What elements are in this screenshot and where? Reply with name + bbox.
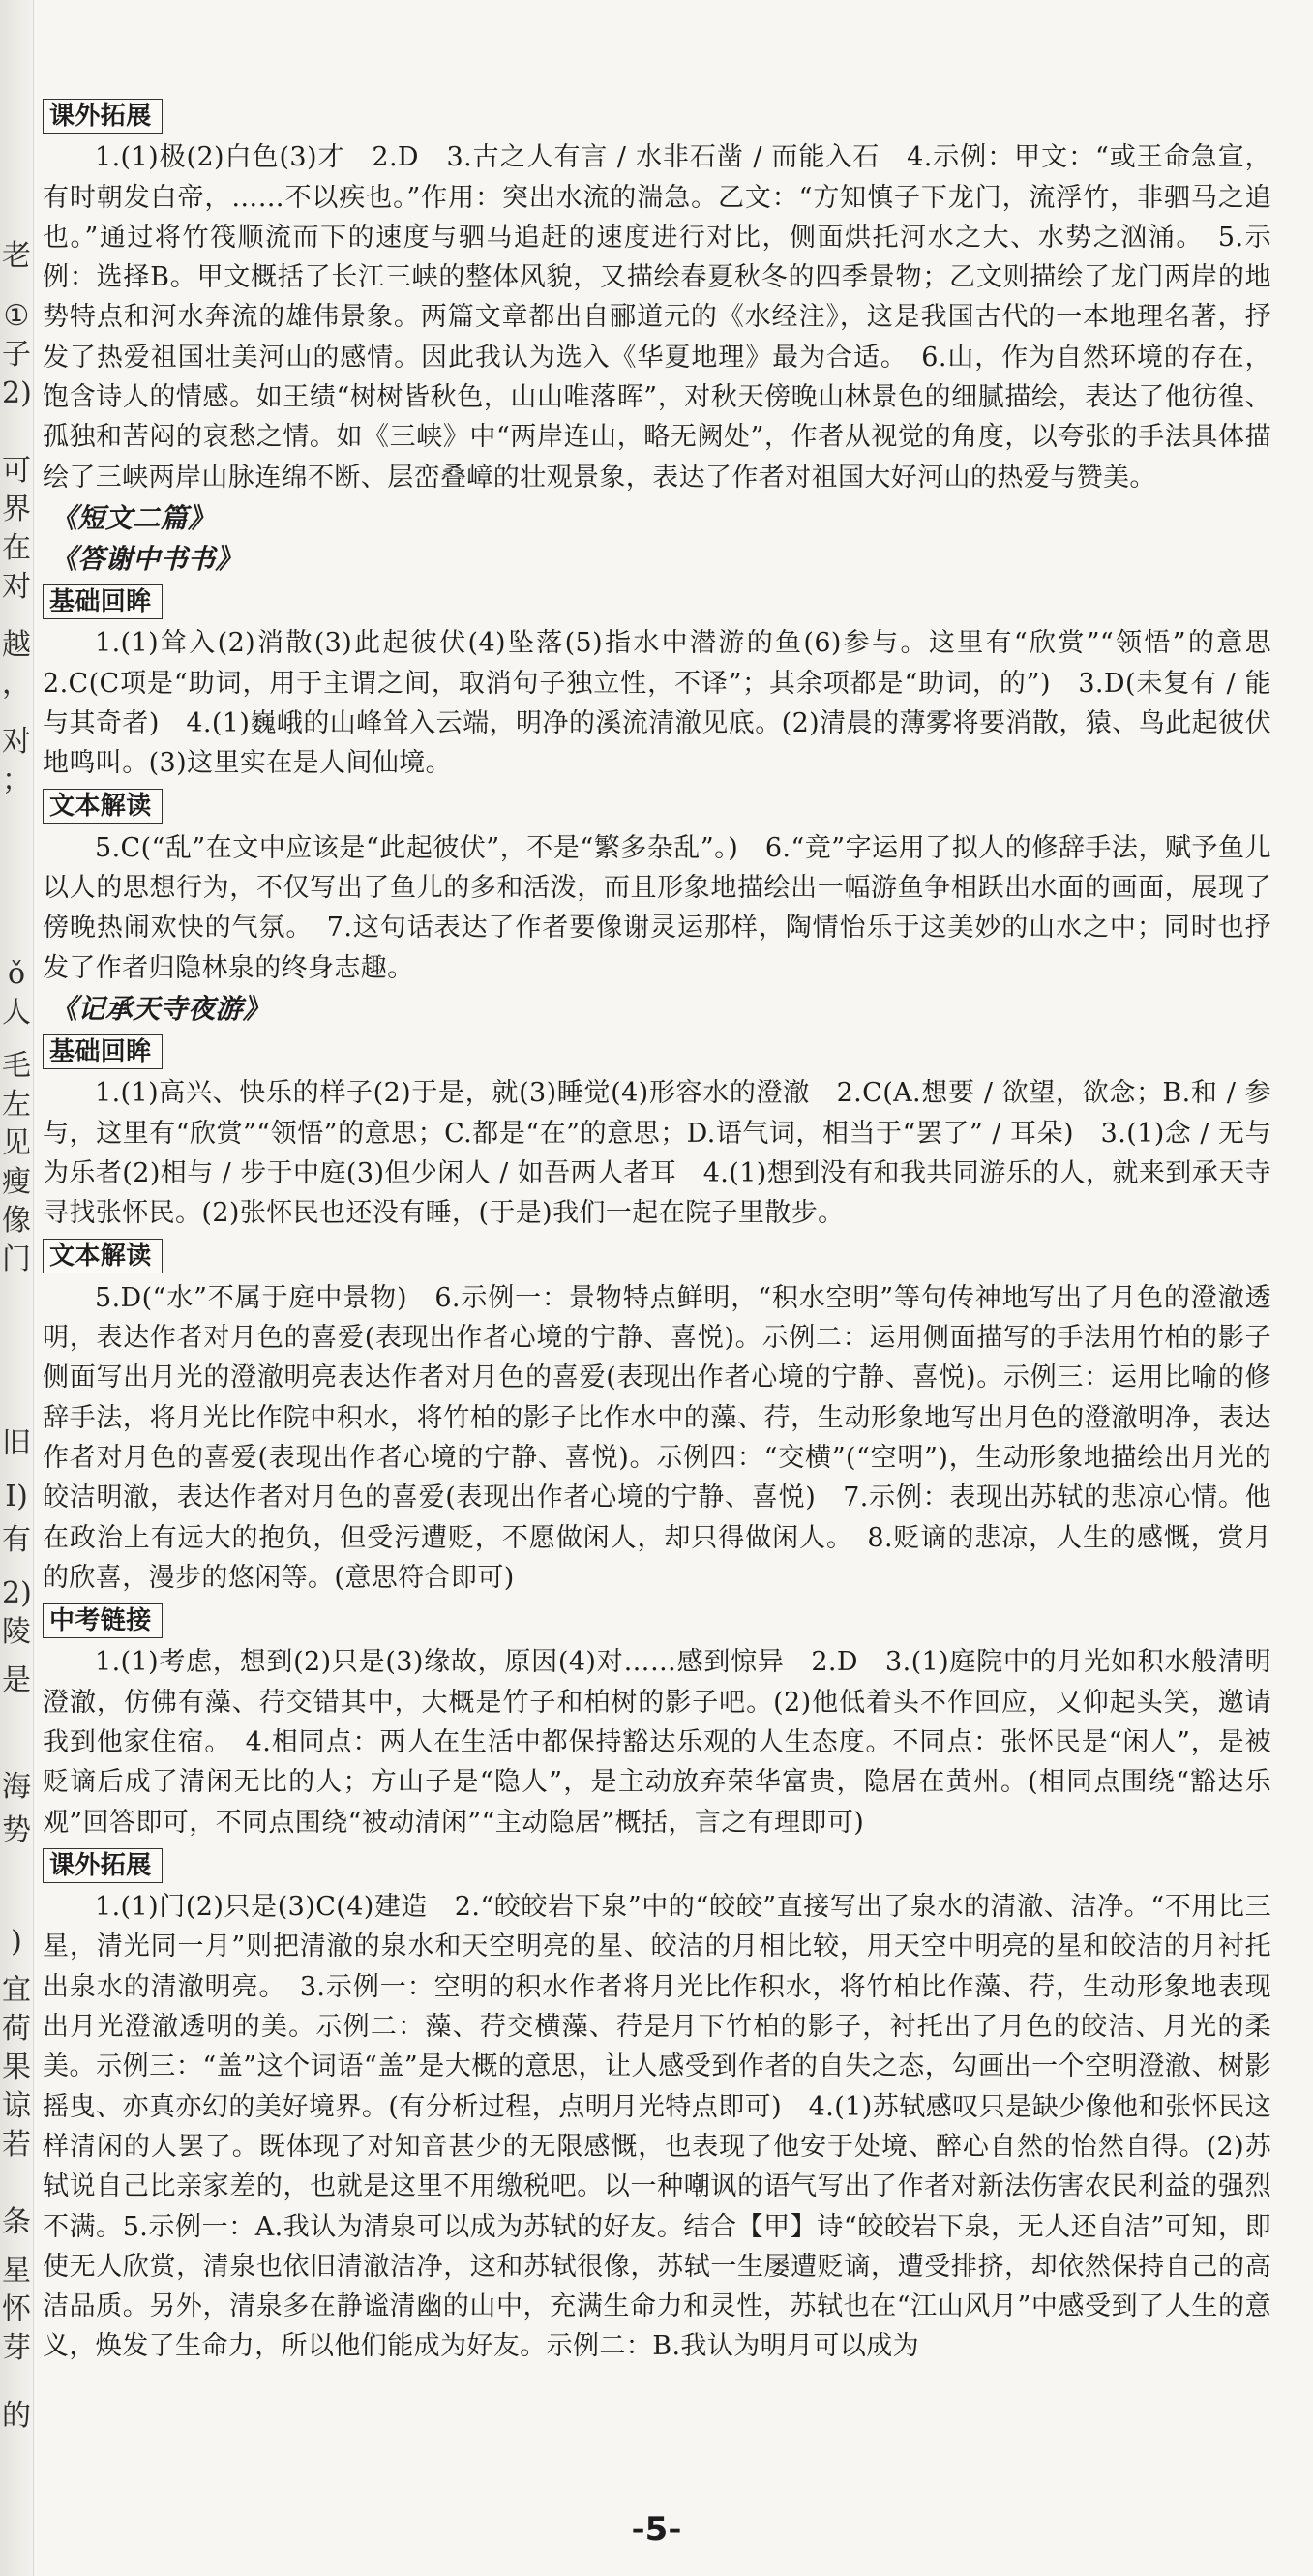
answer-paragraph: 1.(1)耸入(2)消散(3)此起彼伏(4)坠落(5)指水中潜游的鱼(6)参与。这里有“欣赏”“领悟”的意思 2.C(C项是“助词，用于主谓之间，取消句子独立性，不译”；其余项都是“助词，的”) 3.D(未复有 / 能与其奇者) 4.(1)巍峨的山峰耸入云端，明净的溪流清澈见底。(2)清晨的薄雾将要消散，猿、鸟此起彼伏地鸣叫。(3)这里实在是人间仙境。 (43, 628, 1298, 779)
margin-glyph: 在 (2, 531, 31, 565)
margin-glyph: 毛 (2, 1049, 31, 1083)
answer-paragraph: 5.C(“乱”在文中应该是“此起彼伏”，不是“繁多杂乱”。) 6.“竞”字运用了拟人的修辞手法，赋予鱼儿以人的思想行为，不仅写出了鱼儿的多和活泼，而且形象地描绘出一幅游鱼争相跃出水面的画面，展现了傍晚热闹欢快的气氛。 7.这句话表达了作者要像谢灵运那样，陶情怡乐于这美妙的山水之中；同时也抒发了作者归隐林泉的终身志趣。 (43, 832, 1271, 983)
section-header (43, 96, 1271, 135)
margin-glyph: 怀 (2, 2292, 31, 2326)
margin-glyph: 是 (2, 1663, 31, 1697)
margin-glyph: 2) (2, 376, 32, 410)
margin-glyph: 对 (2, 725, 31, 759)
left-margin-strip (0, 0, 34, 2576)
margin-glyph: 星 (2, 2254, 31, 2288)
section-header (43, 786, 1271, 825)
margin-glyph: 子 (2, 338, 31, 372)
section-header (43, 1032, 1271, 1071)
section-header (43, 1845, 1271, 1885)
margin-glyph: 荷 (2, 2012, 31, 2046)
section-header-label: 课外拓展 (43, 1848, 163, 1883)
section-header-label: 文本解读 (43, 1239, 163, 1273)
answer-paragraph: 1.(1)极(2)白色(3)才 2.D 3.古之人有言 / 水非石凿 / 而能入石 4.示例：甲文：“或王命急宣，有时朝发白帝，……不以疾也。”作用：突出水流的湍急。乙文：“方知慎子下龙门，流浮竹，非驷马之追也。”通过将竹筏顺流而下的速度与驷马追赶的速度进行对比，侧面烘托河水之大、水势之汹涌。 5.示例：选择B。甲文概括了长江三峡的整体风貌，又描绘春夏秋冬的四季景物；乙文则描绘了龙门两岸的地势特点和河水奔流的雄伟景象。两篇文章都出自郦道元的《水经注》，这是我国古代的一本地理名著，抒发了热爱祖国壮美河山的感情。因此我认为选入《华夏地理》最为合适。 6.山，作为自然环境的存在，饱含诗人的情感。如王绩“树树皆秋色，山山唯落晖”，对秋天傍晚山林景色的细腻描绘，表达了他彷徨、孤独和苦闷的哀愁之情。如《三峡》中“两岸连山，略无阙处”，作者从视觉的角度，以夸张的手法具体描绘了三峡两岸山脉连绵不断、层峦叠嶂的壮观景象，表达了作者对祖国大好河山的热爱与赞美。 (43, 142, 1271, 493)
margin-glyph: I) (5, 1480, 28, 1513)
margin-glyph: 左 (2, 1088, 31, 1122)
margin-glyph: ； (2, 764, 31, 797)
article-title: 《答谢中书书》 (50, 542, 243, 575)
article-title: 《记承天寺夜游》 (50, 992, 271, 1025)
section-header-label: 基础回眸 (43, 584, 163, 619)
article-title: 《短文二篇》 (50, 501, 216, 534)
answer-paragraph: 5.D(“水”不属于庭中景物) 6.示例一：景物特点鲜明，“积水空明”等句传神地写出了月色的澄澈透明，表达作者对月色的喜爱(表现出作者心境的宁静、喜悦)。示例二：运用侧面描写的手法用竹柏的影子侧面写出月光的澄澈明亮表达作者对月色的喜爱(表现出作者心境的宁静、喜悦)。示例三：运用比喻的修辞手法，将月光比作院中积水，将竹柏的影子比作水中的藻、荇，生动形象地写出月色的澄澈明净，表达作者对月色的喜爱(表现出作者心境的宁静、喜悦)。示例四：“交横”(“空明”)，生动形象地描绘出月光的皎洁明澈，表达作者对月色的喜爱(表现出作者心境的宁静、喜悦) 7.示例：表现出苏轼的悲凉心情。他在政治上有远大的抱负，但受污遭贬，不愿做闲人，却只得做闲人。 8.贬谪的悲凉，人生的感慨，赏月的欣喜，漫步的悠闲等。(意思符合即可) (43, 1282, 1271, 1593)
margin-glyph: 海 (2, 1770, 31, 1804)
margin-glyph: 果 (2, 2051, 31, 2084)
margin-glyph: 见 (2, 1126, 31, 1160)
margin-glyph: 人 (2, 996, 31, 1030)
margin-glyph: 芽 (2, 2331, 31, 2365)
margin-glyph: ǒ (7, 957, 26, 991)
margin-glyph: ① (3, 299, 30, 333)
section-header (43, 1601, 1271, 1640)
margin-glyph: 势 (2, 1813, 31, 1847)
answer-paragraph: 1.(1)门(2)只是(3)C(4)建造 2.“皎皎岩下泉”中的“皎皎”直接写出了泉水的清澈、洁净。“不用比三星，清光同一月”则把清澈的泉水和天空明亮的星、皎洁的月相比较，用天空中明亮的星和皎洁的月衬托出泉水的清澈明亮。 3.示例一：空明的积水作者将月光比作积水，将竹柏比作藻、荇，生动形象地表现出月光澄澈透明的美。示例二：藻、荇交横藻、荇是月下竹柏的影子，衬托出了月色的皎洁、月光的柔美。示例三：“盖”这个词语“盖”是大概的意思，让人感受到作者的自失之态，勾画出一个空明澄澈、树影摇曳、亦真亦幻的美好境界。(有分析过程，点明月光特点即可) 4.(1)苏轼感叹只是缺少像他和张怀民这样清闲的人罢了。既体现了对知音甚少的无限感慨，也表现了他安于处境、醉心自然的怡然自得。(2)苏轼说自己比亲家差的，也就是这里不用缴税吧。以一种嘲讽的语气写出了作者对新法伤害农民利益的强烈不满。5.示例一：A.我认为清泉可以成为苏轼的好友。结合【甲】诗“皎皎岩下泉，无人还自洁”可知，即使无人欣赏，清泉也依旧清澈洁净，这和苏轼很像，苏轼一生屡遭贬谪，遭受排挤，却依然保持自己的高洁品质。另外，清泉多在静谧清幽的山中，充满生命力和灵性，苏轼也在“江山风月”中感受到了人生的意义，焕发了生命力，所以他们能成为好友。示例二：B.我认为明月可以成为 (43, 1892, 1271, 2362)
answer-content (43, 93, 1298, 2367)
margin-glyph: 旧 (2, 1426, 31, 1460)
margin-glyph: 陵 (2, 1615, 31, 1649)
margin-glyph: 的 (2, 2399, 31, 2433)
section-header-label: 基础回眸 (43, 1034, 163, 1069)
margin-glyph: 界 (2, 493, 31, 526)
margin-glyph: ， (2, 667, 31, 701)
answer-paragraph: 1.(1)考虑，想到(2)只是(3)缘故，原因(4)对……感到惊异 2.D 3.(1)庭院中的月光如积水般清明澄澈，仿佛有藻、荇交错其中，大概是竹子和柏树的影子吧。(2)他低着头不作回应，又仰起头笑，邀请我到他家住宿。 4.相同点：两人在生活中都保持豁达乐观的人生态度。不同点：张怀民是“闲人”，是被贬谪后成了清闲无比的人；方山子是“隐人”，是主动放弃荣华富贵，隐居在黄州。(相同点围绕“豁达乐观”回答即可，不同点围绕“被动清闲”“主动隐居”概括，言之有理即可) (43, 1647, 1271, 1838)
answer-paragraph: 1.(1)高兴、快乐的样子(2)于是，就(3)睡觉(4)形容水的澄澈 2.C(A.想要 / 欲望，欲念；B.和 / 参与，这里有“欣赏”“领悟”的意思；C.都是“在”的意思；D.语气词，相当于“罢了” / 耳朵) 3.(1)念 / 无与为乐者(2)相与 / 步于中庭(3)但少闲人 / 如吾两人者耳 4.(1)想到没有和我共同游乐的人，就来到承天寺寻找张怀民。(2)张怀民也还没有睡，(于是)我们一起在院子里散步。 (43, 1078, 1271, 1229)
margin-glyph: 谅 (2, 2089, 31, 2123)
margin-glyph: 可 (2, 454, 31, 488)
margin-glyph: 老 (2, 239, 31, 273)
section-header (43, 1236, 1271, 1275)
margin-glyph: 对 (2, 570, 31, 604)
section-header-label: 中考链接 (43, 1603, 163, 1638)
margin-glyph: 像 (2, 1204, 31, 1238)
margin-glyph: 条 (2, 2205, 31, 2239)
margin-glyph: 瘦 (2, 1165, 31, 1199)
section-header-label: 文本解读 (43, 789, 163, 824)
margin-glyph: 门 (2, 1243, 31, 1276)
margin-glyph: 有 (2, 1523, 31, 1557)
margin-glyph: 宜 (2, 1973, 31, 2007)
margin-glyph: ) (11, 1925, 22, 1959)
margin-glyph: 若 (2, 2128, 31, 2162)
section-header (43, 582, 1271, 621)
margin-glyph: 越 (2, 628, 31, 662)
section-header-label: 课外拓展 (43, 99, 163, 134)
margin-glyph: 2) (2, 1576, 32, 1610)
page-number: -5- (631, 2510, 682, 2549)
